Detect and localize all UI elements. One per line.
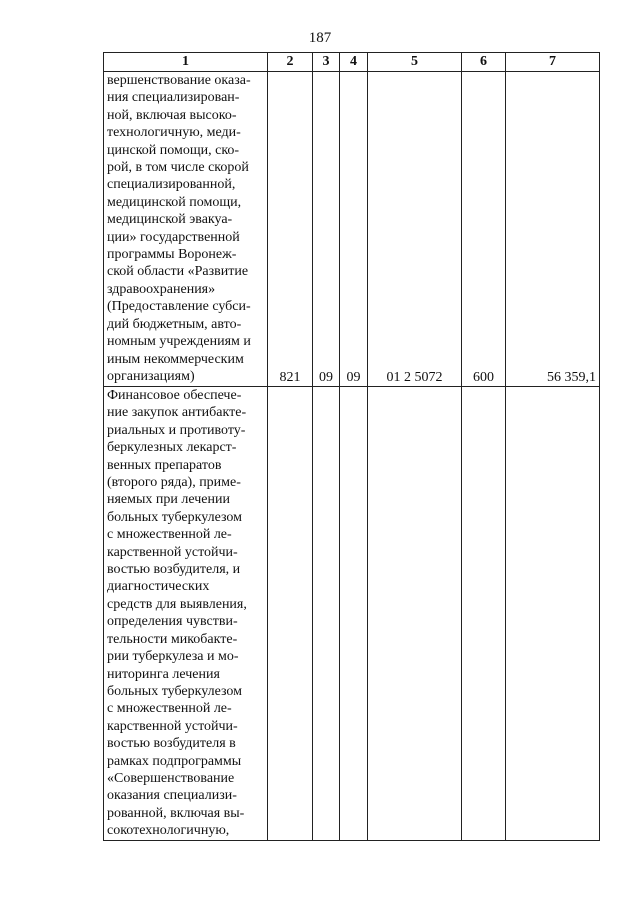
cell-target-article: 01 2 5072 (368, 72, 462, 387)
description-line: ние закупок антибакте- (107, 405, 247, 421)
cell-ministry-code: 821 (268, 72, 313, 387)
description-line: няемых при лечении (107, 492, 230, 508)
description-line: карственной устойчи- (107, 544, 238, 560)
description-line: дий бюджетным, авто- (107, 316, 242, 332)
row-description (104, 387, 268, 841)
cell-amount: 56 359,1 (506, 72, 600, 387)
description-line: карственной устойчи- (107, 718, 238, 734)
page-number: 187 (308, 30, 332, 46)
description-line: программы Воронеж- (107, 247, 237, 263)
description-line: ной, включая высоко- (107, 107, 237, 123)
description-line: оказания специализи- (107, 788, 237, 804)
description-line: рамках подпрограммы (107, 753, 242, 769)
header-col-4: 4 (340, 53, 368, 72)
description-line: диагностических (107, 579, 210, 595)
header-col-1: 1 (104, 53, 268, 72)
description-line: с множественной ле- (107, 701, 232, 717)
cell-amount (506, 387, 600, 841)
cell-expense-type (462, 387, 506, 841)
description-line: ции» государственной (107, 229, 240, 245)
description-line: иным некоммерческим (107, 351, 244, 367)
row-description (104, 72, 268, 387)
description-line: Финансовое обеспече- (107, 388, 242, 403)
table-row (104, 72, 600, 387)
header-col-2: 2 (268, 53, 313, 72)
description-line: технологичную, меди- (107, 125, 241, 141)
cell-section: 09 (313, 72, 340, 387)
description-line: беркулезных лекарст- (107, 440, 237, 456)
description-line: сокотехнологичную, (107, 823, 230, 839)
description-line: «Совершенствование (107, 770, 235, 786)
description-line: средств для выявления, (107, 596, 247, 612)
description-line: больных туберкулезом (107, 683, 243, 699)
description-line: (второго ряда), приме- (107, 475, 241, 491)
header-col-5: 5 (368, 53, 462, 72)
header-col-3: 3 (313, 53, 340, 72)
description-line: ской области «Развитие (107, 264, 249, 280)
description-line: медицинской помощи, (107, 194, 242, 210)
description-line: специализированной, (107, 177, 236, 193)
description-line: определения чувстви- (107, 614, 238, 630)
description-line: цинской помощи, ско- (107, 142, 240, 158)
description-line: вершенствование оказа- (107, 73, 251, 88)
description-line: ниторинга лечения (107, 666, 220, 682)
description-line: венных препаратов (107, 457, 222, 473)
description-line: востью возбудителя в (107, 736, 236, 752)
description-line: рии туберкулеза и мо- (107, 649, 239, 665)
cell-target-article (368, 387, 462, 841)
description-line: востью возбудителя, и (107, 562, 241, 578)
header-row (104, 53, 600, 72)
description-line: рованной, включая вы- (107, 805, 245, 821)
description-line: рой, в том числе скорой (107, 160, 249, 176)
table-row (104, 387, 600, 841)
description-line: тельности микобакте- (107, 631, 238, 647)
header-col-7: 7 (506, 53, 600, 72)
description-line: медицинской эвакуа- (107, 212, 233, 228)
description-line: номным учреждениям и (107, 334, 251, 350)
description-line: (Предоставление субси- (107, 299, 251, 315)
description-line: с множественной ле- (107, 527, 232, 543)
cell-ministry-code (268, 387, 313, 841)
cell-subsection (340, 387, 368, 841)
description-line: риальных и противоту- (107, 422, 246, 438)
cell-subsection: 09 (340, 72, 368, 387)
cell-expense-type: 600 (462, 72, 506, 387)
description-line: больных туберкулезом (107, 509, 243, 525)
budget-table (103, 52, 600, 841)
description-line: ния специализирован- (107, 90, 240, 106)
cell-section (313, 387, 340, 841)
description-line: здравоохранения» (107, 281, 216, 297)
description-line: организациям) (107, 368, 195, 384)
header-col-6: 6 (462, 53, 506, 72)
